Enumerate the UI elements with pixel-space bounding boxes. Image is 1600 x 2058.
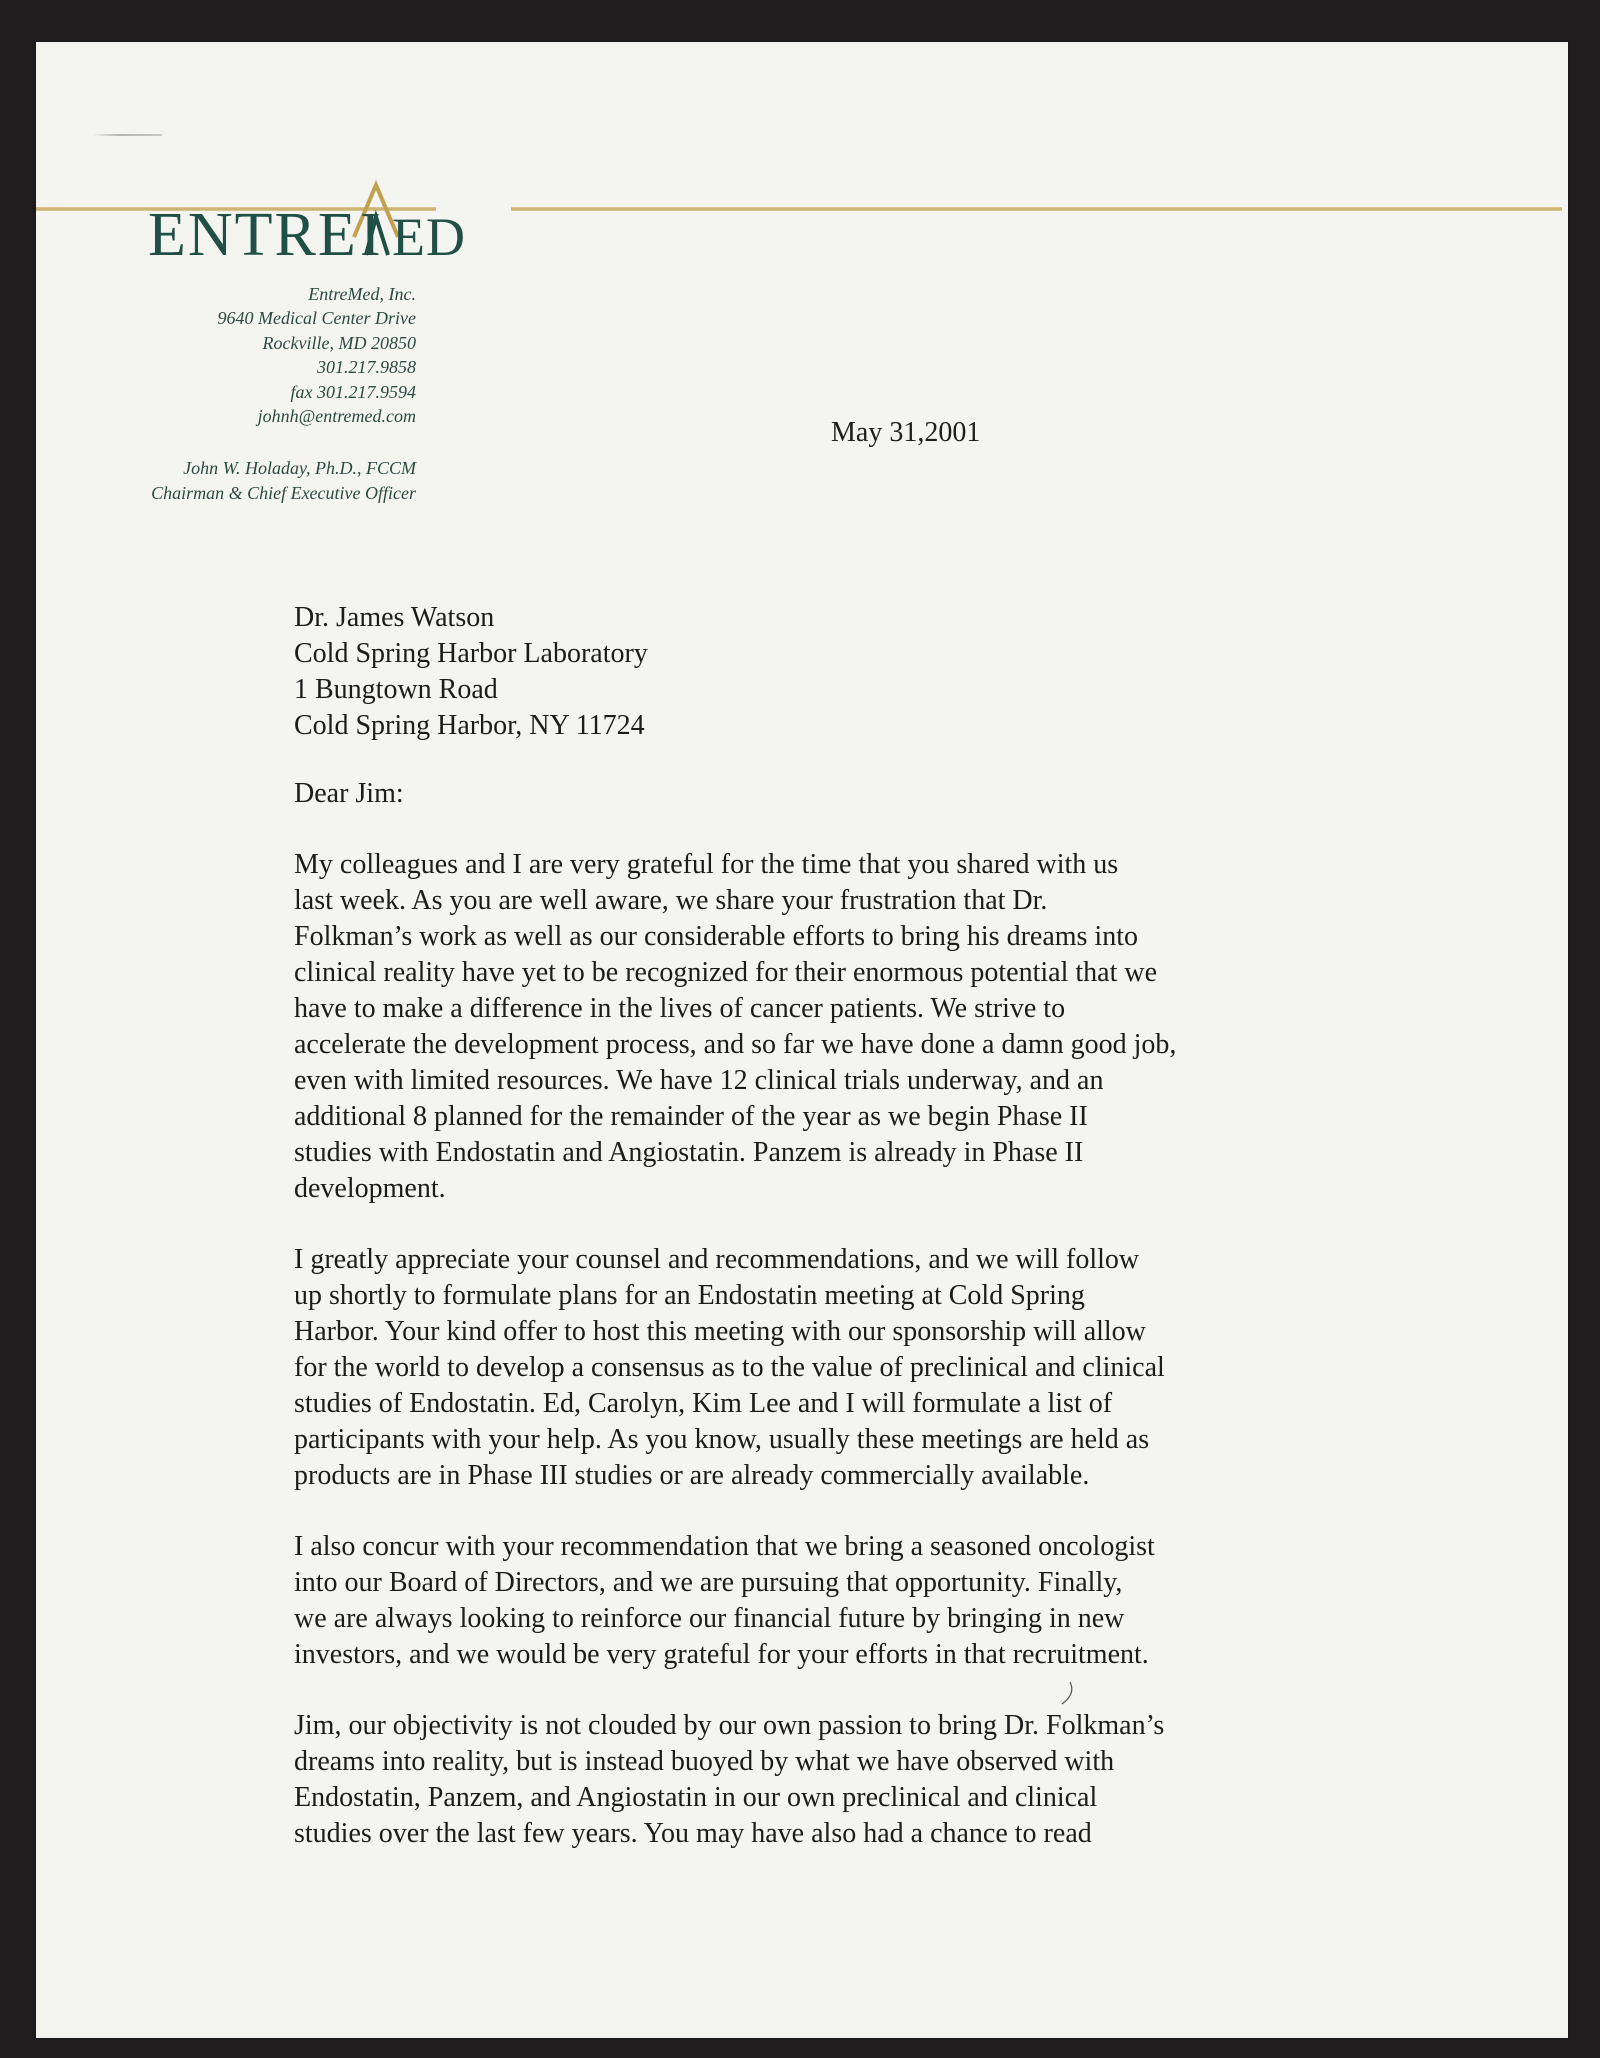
pen-mark [1056,1680,1086,1710]
signer-title: Chairman & Chief Executive Officer [151,482,416,503]
recipient-organization: Cold Spring Harbor Laboratory [294,638,648,669]
text-line: even with limited resources. We have 12 clinical trials underway, and an [294,1065,1104,1096]
signer-name: John W. Holaday, Ph.D., FCCM [183,458,416,479]
company-email: johnh@entremed.com [257,406,416,427]
company-name: EntreMed, Inc. [308,284,416,304]
paragraph-3 [294,1529,1414,1673]
text-line: investors, and we would be very grateful for your efforts in that recruitment. [294,1639,1149,1670]
recipient-name: Dr. James Watson [294,602,495,633]
entremed-logo [148,177,568,267]
pencil-mark [92,134,162,136]
recipient-city: Cold Spring Harbor, NY 11724 [294,710,645,741]
paragraph-2 [294,1242,1414,1494]
letter-body [294,600,1414,1887]
text-line: My colleagues and I are very grateful for the time that you shared with us [294,849,1119,880]
text-line: studies over the last few years. You may have also had a chance to read [294,1818,1092,1849]
company-fax: fax 301.217.9594 [290,381,416,402]
text-line: development. [294,1173,446,1204]
paragraph-4 [294,1708,1414,1852]
text-line: additional 8 planned for the remainder of the year as we begin Phase II [294,1101,1088,1132]
text-line: Harbor. Your kind offer to host this meeting with our sponsorship will allow [294,1316,1146,1347]
svg-text:I: I [360,201,381,267]
text-line: into our Board of Directors, and we are pursuing that opportunity. Finally, [294,1567,1123,1598]
text-line: have to make a difference in the lives of cancer patients. We strive to [294,993,1066,1024]
text-line: I also concur with your recommendation that we bring a seasoned oncologist [294,1531,1155,1562]
company-phone: 301.217.9858 [317,357,416,378]
recipient-address [294,600,1414,744]
paragraph-1 [294,847,1414,1207]
text-line: dreams into reality, but is instead buoyed by what we have observed with [294,1746,1115,1777]
text-line: products are in Phase III studies or are already commercially available. [294,1460,1090,1491]
company-street: 9640 Medical Center Drive [217,308,416,329]
letterhead-address-block [76,282,416,505]
text-line: for the world to develop a consensus as to the value of preclinical and clinical [294,1352,1165,1383]
text-line: clinical reality have yet to be recognized for their enormous potential that we [294,957,1157,988]
text-line: we are always looking to reinforce our financial future by bringing in new [294,1603,1125,1634]
text-line: accelerate the development process, and so far we have done a damn good job, [294,1029,1177,1060]
text-line: studies with Endostatin and Angiostatin. Panzem is already in Phase II [294,1137,1084,1168]
salutation: Dear Jim: [294,778,404,809]
letter-date: May 31,2001 [831,417,981,448]
company-city: Rockville, MD 20850 [262,332,416,353]
recipient-street: 1 Bungtown Road [294,674,498,705]
svg-text:ENTRE: ENTRE [148,201,358,267]
text-line: up shortly to formulate plans for an Endostatin meeting at Cold Spring [294,1280,1085,1311]
text-line: participants with your help. As you know, usually these meetings are held as [294,1424,1150,1455]
svg-text:ED: ED [392,207,466,267]
text-line: Jim, our objectivity is not clouded by our own passion to bring Dr. Folkman’s [294,1710,1165,1741]
text-line: last week. As you are well aware, we share your frustration that Dr. [294,885,1048,916]
text-line: I greatly appreciate your counsel and recommendations, and we will follow [294,1244,1140,1275]
text-line: Folkman’s work as well as our considerable efforts to bring his dreams into [294,921,1138,952]
text-line: Endostatin, Panzem, and Angiostatin in our own preclinical and clinical [294,1782,1098,1813]
text-line: studies of Endostatin. Ed, Carolyn, Kim Lee and I will formulate a list of [294,1388,1113,1419]
letter-page [36,42,1568,2038]
